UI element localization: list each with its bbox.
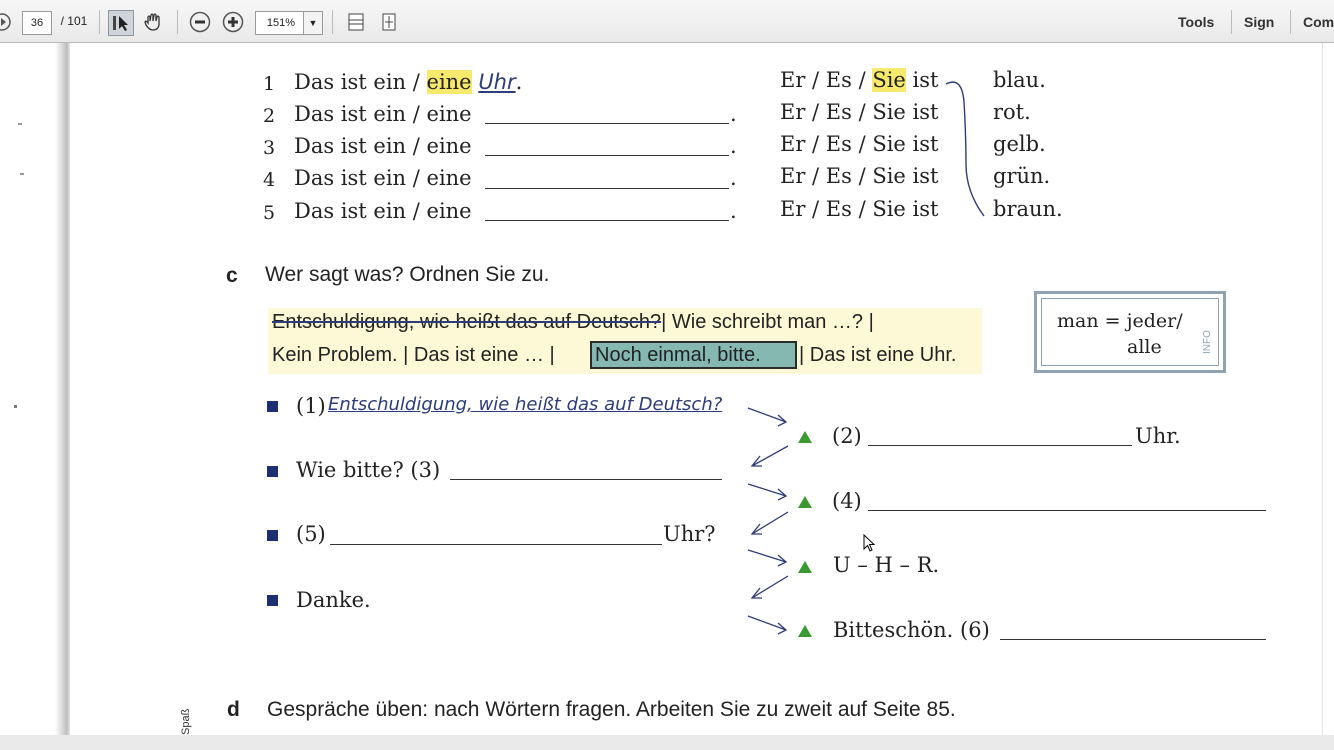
bullet-triangle [798, 496, 812, 508]
dialogue-left-2-label: Wie bitte? (3) [296, 458, 441, 482]
hand-tool-icon[interactable] [141, 10, 165, 34]
status-bar [0, 735, 1334, 750]
period: . [730, 134, 737, 158]
document-page [70, 43, 1334, 735]
row-number: 5 [263, 202, 276, 224]
info-box [1034, 291, 1226, 373]
zoom-in-icon[interactable] [221, 10, 245, 34]
tools-button[interactable]: Tools [1178, 14, 1215, 30]
color-2: rot. [993, 100, 1031, 124]
pronoun-4: Er / Es / Sie ist [780, 164, 939, 188]
dialogue-left-4-label: Danke. [296, 588, 371, 612]
dialogue-left-3-label: (5) [296, 522, 326, 546]
previous-page-icon[interactable] [0, 12, 14, 32]
zoom-level-input[interactable]: 151% [255, 11, 307, 35]
row-number: 3 [263, 137, 276, 159]
info-tag: INFO [1202, 330, 1213, 354]
dialogue-arrows [744, 400, 794, 640]
sentence-5: Das ist ein / eine [294, 199, 472, 223]
section-d-letter: d [227, 698, 240, 721]
bullet-triangle [798, 625, 812, 637]
row-number: 1 [263, 73, 276, 95]
dialogue-right-3-label: U – H – R. [833, 553, 940, 577]
section-c-letter: c [226, 264, 238, 287]
section-c-title: Wer sagt was? Ordnen Sie zu. [265, 263, 550, 286]
dialogue-right-2-label: (4) [832, 489, 862, 513]
phrase-line-2-end: | Das ist eine Uhr. [799, 344, 957, 366]
bullet-square [267, 401, 278, 412]
select-tool-icon[interactable] [108, 10, 134, 36]
section-d-text: Gespräche üben: nach Wörtern fragen. Arbeiten Sie zu zweit auf Seite 85. [267, 698, 956, 721]
zoom-dropdown-icon[interactable]: ▼ [303, 11, 323, 35]
dialogue-right-1-label: (2) [832, 424, 862, 448]
pronoun-3: Er / Es / Sie ist [780, 132, 939, 156]
period: . [730, 102, 737, 126]
toolbar-divider [1231, 10, 1232, 34]
dialogue-left-1-label: (1) [296, 394, 326, 418]
info-line-2: alle [1127, 336, 1162, 358]
sign-button[interactable]: Sign [1244, 14, 1275, 30]
answer-line[interactable] [1000, 639, 1266, 640]
answer-line[interactable] [868, 510, 1266, 511]
color-3: gelb. [993, 132, 1046, 156]
side-label: Spaß [180, 708, 192, 735]
bullet-square [267, 595, 278, 606]
connector-bracket [940, 74, 990, 224]
handwritten-uhr: Uhr [478, 70, 516, 94]
color-4: grün. [993, 164, 1051, 188]
sentence-2: Das ist ein / eine [294, 102, 472, 126]
phrase-line-2: Kein Problem. | Das ist eine … | [272, 344, 555, 366]
info-line-1: man = jeder/ [1057, 310, 1183, 332]
page-gutter [0, 43, 70, 750]
pronoun-1: Er / Es / Sie ist [780, 68, 939, 92]
answer-line[interactable] [330, 544, 662, 545]
color-5: braun. [993, 197, 1063, 221]
highlight-eine: eine [426, 70, 472, 94]
scrollbar[interactable] [1322, 43, 1334, 735]
comment-button[interactable]: Com [1303, 14, 1334, 30]
bullet-square [267, 530, 278, 541]
toolbar-divider [1290, 10, 1291, 34]
handwritten-answer-1: Entschuldigung, wie heißt das auf Deutsch? [328, 394, 723, 415]
pdf-toolbar [0, 0, 1334, 43]
answer-line[interactable] [868, 445, 1132, 446]
fit-width-icon[interactable] [344, 10, 368, 34]
row-number: 2 [263, 105, 276, 127]
row-number: 4 [263, 169, 276, 191]
phrase-boxed: Noch einmal, bitte. [595, 344, 761, 366]
toolbar-divider [332, 10, 333, 34]
bullet-triangle [798, 561, 812, 573]
period: . [730, 199, 737, 223]
answer-line[interactable] [485, 155, 729, 156]
period: . [730, 166, 737, 190]
page-number-input[interactable]: 36 [22, 11, 52, 35]
struck-phrase: Entschuldigung, wie heißt das auf Deutsch? [272, 311, 662, 333]
bullet-triangle [798, 431, 812, 443]
toolbar-divider [177, 10, 178, 34]
dialogue-right-4-label: Bitteschön. (6) [833, 618, 990, 642]
answer-line[interactable] [485, 123, 729, 124]
highlight-sie: Sie [872, 68, 906, 92]
sentence-4: Das ist ein / eine [294, 166, 472, 190]
toolbar-divider [99, 10, 100, 34]
fit-page-icon[interactable] [377, 10, 401, 34]
sentence-1: Das ist ein / eine Uhr. [294, 70, 523, 94]
zoom-out-icon[interactable] [188, 10, 212, 34]
answer-line[interactable] [450, 479, 722, 480]
phrase-line-1: Entschuldigung, wie heißt das auf Deutsch?| Wie schreibt man …? | [272, 311, 874, 333]
sentence-3: Das ist ein / eine [294, 134, 472, 158]
bullet-square [267, 466, 278, 477]
color-1: blau. [993, 68, 1046, 92]
pronoun-2: Er / Es / Sie ist [780, 100, 939, 124]
pronoun-5: Er / Es / Sie ist [780, 197, 939, 221]
answer-line[interactable] [485, 220, 729, 221]
page-total: / 101 [60, 14, 88, 28]
dialogue-right-1-suffix: Uhr. [1135, 424, 1181, 448]
answer-line[interactable] [485, 188, 729, 189]
mouse-cursor-icon [863, 534, 877, 554]
dialogue-left-3-suffix: Uhr? [663, 522, 716, 546]
